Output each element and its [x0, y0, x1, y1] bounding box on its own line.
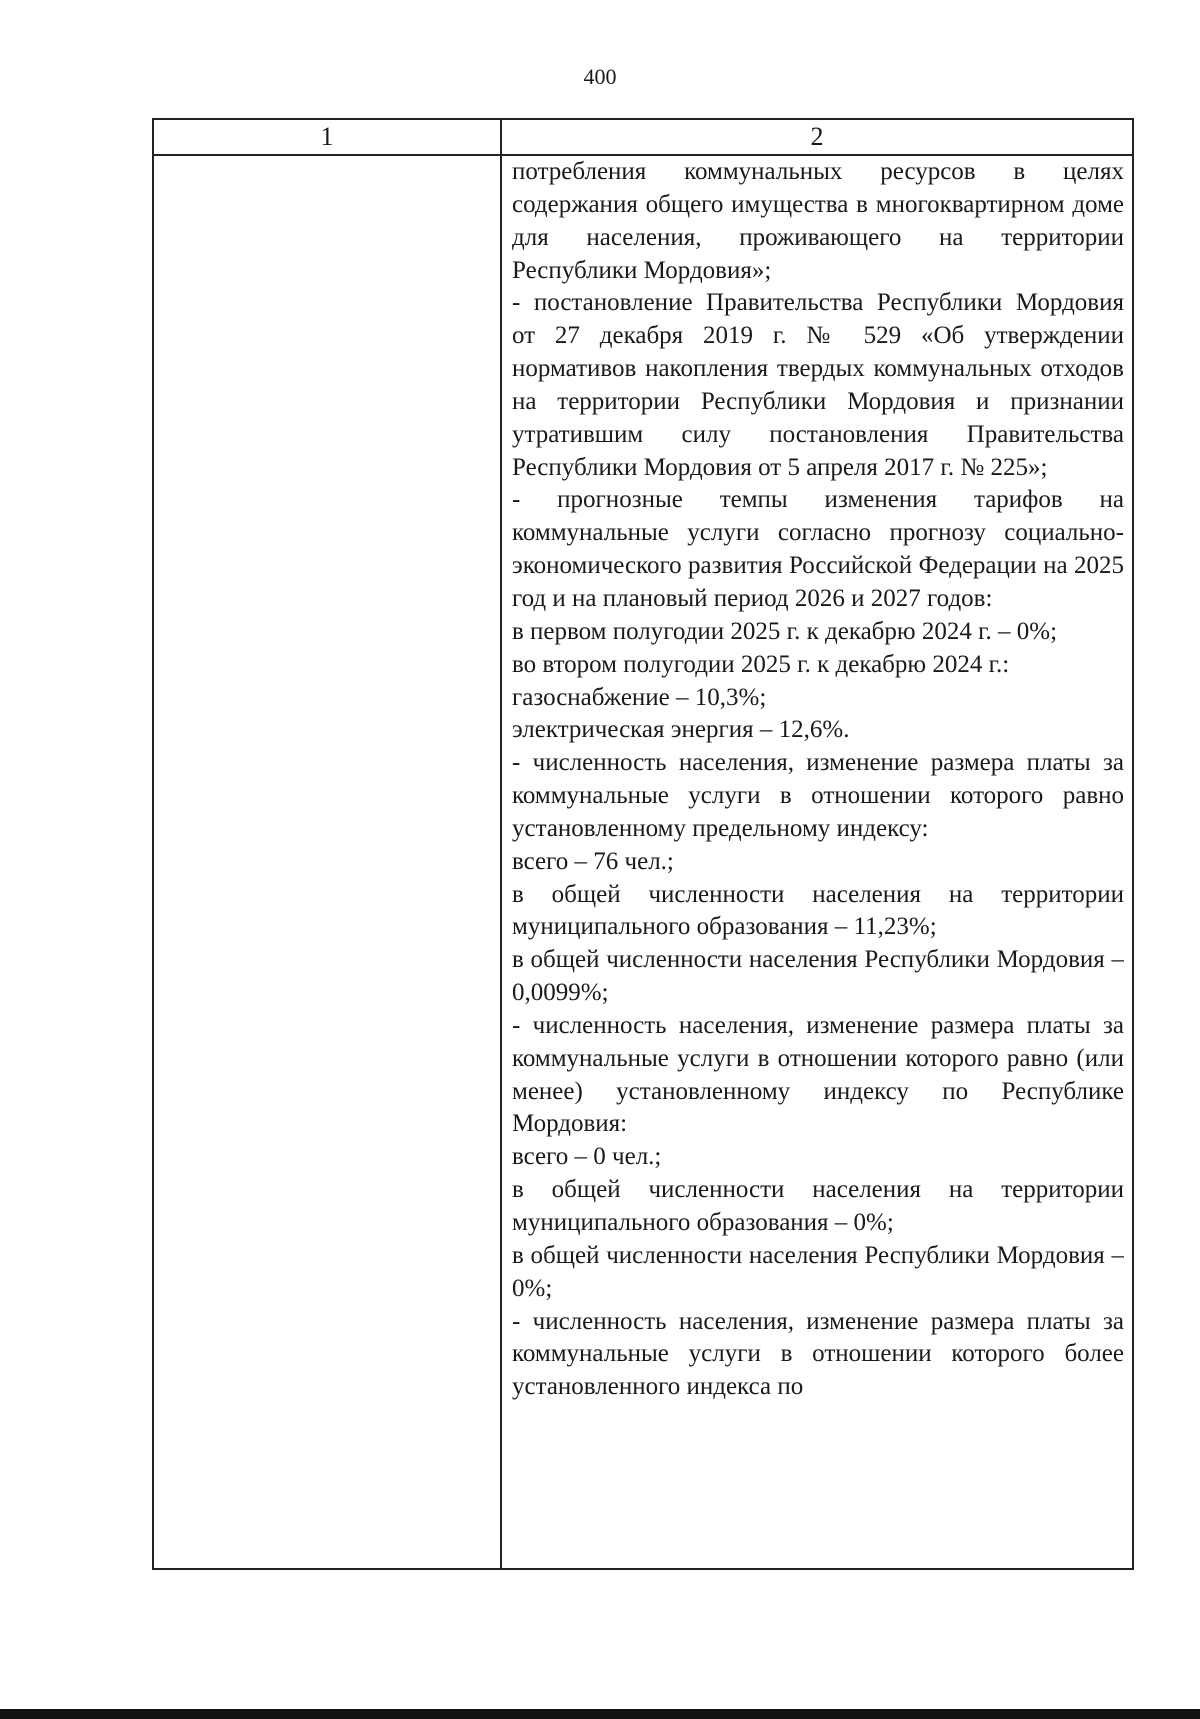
paragraph: в общей численности населения на территории муниципального образования – 11,23%; — [512, 880, 1124, 941]
header-cell-col2: 2 — [810, 122, 824, 151]
table-cell-col1 — [154, 156, 500, 1568]
table-header-row — [154, 120, 1132, 156]
paragraph: - численность населения, изменение размера платы за коммунальные услуги в отношении которого равно (или менее) установленному индексу по Республике Мордовия: — [512, 1011, 1124, 1138]
paragraph: электрическая энергия – 12,6%. — [512, 716, 850, 744]
paragraph: - постановление Правительства Республики Мордовия от 27 декабря 2019 г. № 529 «Об утверждении нормативов накопления твердых коммунальных отходов на территории Республики Мордовия и признании утратившим силу постановления Правительства Республики Мордовия от 5 апреля 2017 г. № 225»; — [512, 289, 1124, 481]
paragraph: потребления коммунальных ресурсов в целях содержания общего имущества в многоквартирном доме для населения, проживающего на территории Республики Мордовия»; — [512, 158, 1124, 284]
paragraph: газоснабжение – 10,3%; — [512, 683, 767, 711]
paragraph: в общей численности населения Республики Мордовия – 0%; — [512, 1241, 1124, 1302]
scan-edge-bar — [0, 1709, 1200, 1719]
paragraph: - численность населения, изменение размера платы за коммунальные услуги в отношении которого равно установленному предельному индексу: — [512, 749, 1124, 842]
table-cell-col2 — [512, 156, 1124, 1568]
document-table — [152, 118, 1134, 1570]
page-number: 400 — [583, 64, 617, 89]
paragraph: в общей численности населения Республики Мордовия – 0,0099%; — [512, 946, 1124, 1007]
paragraph: в общей численности населения на территории муниципального образования – 0%; — [512, 1176, 1124, 1236]
paragraph: в первом полугодии 2025 г. к декабрю 2024 г. – 0%; — [512, 617, 1058, 645]
paragraph: во втором полугодии 2025 г. к декабрю 2024 г.: — [512, 650, 1010, 678]
column-divider — [500, 120, 502, 1568]
paragraph: - численность населения, изменение размера платы за коммунальные услуги в отношении которого более установленного индекса по — [512, 1307, 1124, 1401]
header-cell-col1: 1 — [320, 122, 334, 151]
paragraph: всего – 76 чел.; — [512, 847, 674, 875]
paragraph: всего – 0 чел.; — [512, 1143, 662, 1171]
paragraph: - прогнозные темпы изменения тарифов на коммунальные услуги согласно прогнозу социально-экономического развития Российской Федерации на 2025 год и на плановый период 2026 и 2027 годов: — [512, 486, 1124, 612]
